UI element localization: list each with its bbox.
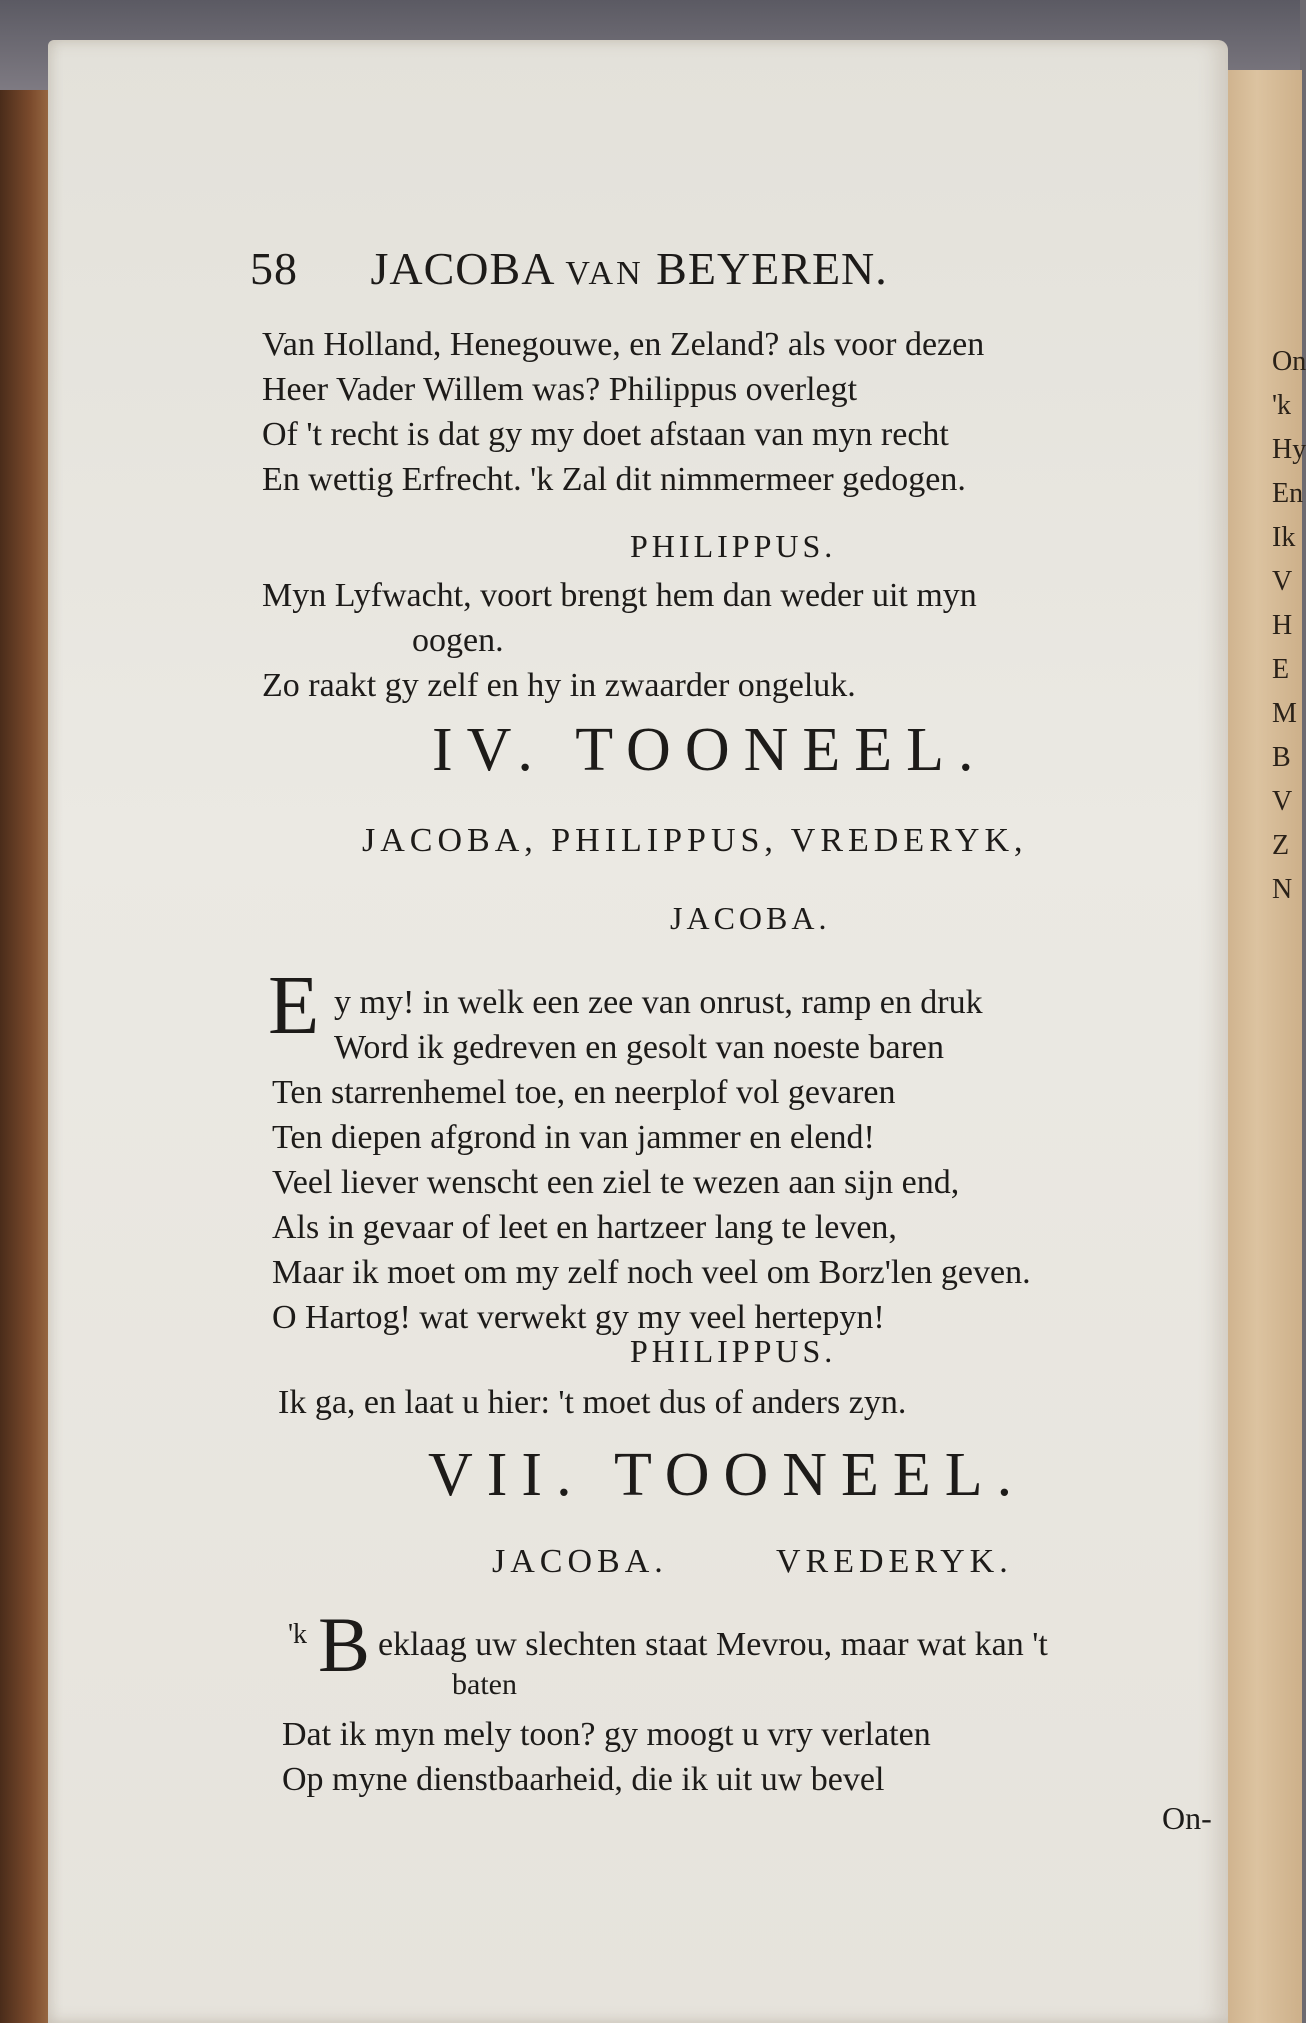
edge-line: Ik	[1272, 522, 1296, 553]
verse-line: Veel liever wenscht een ziel te wezen aan sijn end,	[272, 1164, 960, 1201]
edge-line: 'k	[1272, 390, 1292, 421]
header-title-first: JACOBA	[370, 243, 553, 294]
verse-line: O Hartog! wat verwekt gy my veel hertepyn!	[272, 1299, 885, 1336]
page-number: 58	[250, 243, 298, 294]
verse-line: y my! in welk een zee van onrust, ramp en druk	[334, 984, 983, 1021]
drop-capital: E	[268, 959, 320, 1052]
drop-capital: B	[318, 1601, 371, 1688]
verse-line-continuation: baten	[452, 1668, 517, 1701]
verse-line: Als in gevaar of leet en hartzeer lang te leven,	[272, 1209, 897, 1246]
verse-line: eklaag uw slechten staat Mevrou, maar wat kan 't	[378, 1626, 1048, 1663]
running-header	[250, 242, 888, 295]
next-page-fragments	[1272, 340, 1306, 912]
scene-cast-a: JACOBA.	[492, 1543, 668, 1580]
speaker-name: PHILIPPUS.	[630, 1333, 837, 1369]
elision-prefix: 'k	[288, 1619, 308, 1650]
scene-heading: IV. TOONEEL.	[432, 716, 988, 784]
verse-line: Ten diepen afgrond in van jammer en elend!	[272, 1119, 875, 1156]
edge-line: E	[1272, 654, 1290, 685]
verse-line: Op myne dienstbaarheid, die ik uit uw bevel	[282, 1761, 885, 1798]
verse-line: Heer Vader Willem was? Philippus overlegt	[262, 371, 858, 408]
verse-line: En wettig Erfrecht. 'k Zal dit nimmermeer gedogen.	[262, 461, 966, 498]
verse-line: Of 't recht is dat gy my doet afstaan van myn recht	[262, 416, 949, 453]
edge-line: M	[1272, 698, 1297, 729]
edge-line: V	[1272, 566, 1293, 597]
verse-line: Dat ik myn mely toon? gy moogt u vry verlaten	[282, 1716, 931, 1753]
header-title-last: BEYEREN.	[656, 243, 888, 294]
verse-line: Van Holland, Henegouwe, en Zeland? als voor dezen	[262, 326, 985, 363]
verse-line: Maar ik moet om my zelf noch veel om Borz'len geven.	[272, 1254, 1031, 1291]
verse-line-continuation: oogen.	[412, 622, 504, 659]
verse-line: Zo raakt gy zelf en hy in zwaarder ongeluk.	[262, 667, 856, 704]
edge-line: On	[1272, 346, 1306, 377]
verse-line: Ik ga, en laat u hier: 't moet dus of anders zyn.	[278, 1384, 907, 1421]
verse-line: Ten starrenhemel toe, en neerplof vol gevaren	[272, 1074, 896, 1111]
verse-line: Word ik gedreven en gesolt van noeste baren	[334, 1029, 944, 1066]
catchword: On-	[1162, 1800, 1212, 1836]
edge-line: N	[1272, 874, 1293, 905]
edge-line: En	[1272, 478, 1304, 509]
edge-line: Z	[1272, 830, 1290, 861]
verse-line: Myn Lyfwacht, voort brengt hem dan weder uit myn	[262, 577, 977, 614]
edge-line: B	[1272, 742, 1291, 773]
header-title-small: VAN	[565, 255, 644, 292]
scene-heading: VII. TOONEEL.	[428, 1441, 1027, 1509]
edge-line: Hy	[1272, 434, 1306, 465]
edge-line: H	[1272, 610, 1293, 641]
scene-cast-b: VREDERYK.	[776, 1543, 1013, 1580]
speaker-name: PHILIPPUS.	[630, 528, 837, 564]
scene-cast: JACOBA, PHILIPPUS, VREDERYK,	[362, 822, 1028, 859]
edge-line: V	[1272, 786, 1293, 817]
speaker-name: JACOBA.	[670, 900, 831, 936]
